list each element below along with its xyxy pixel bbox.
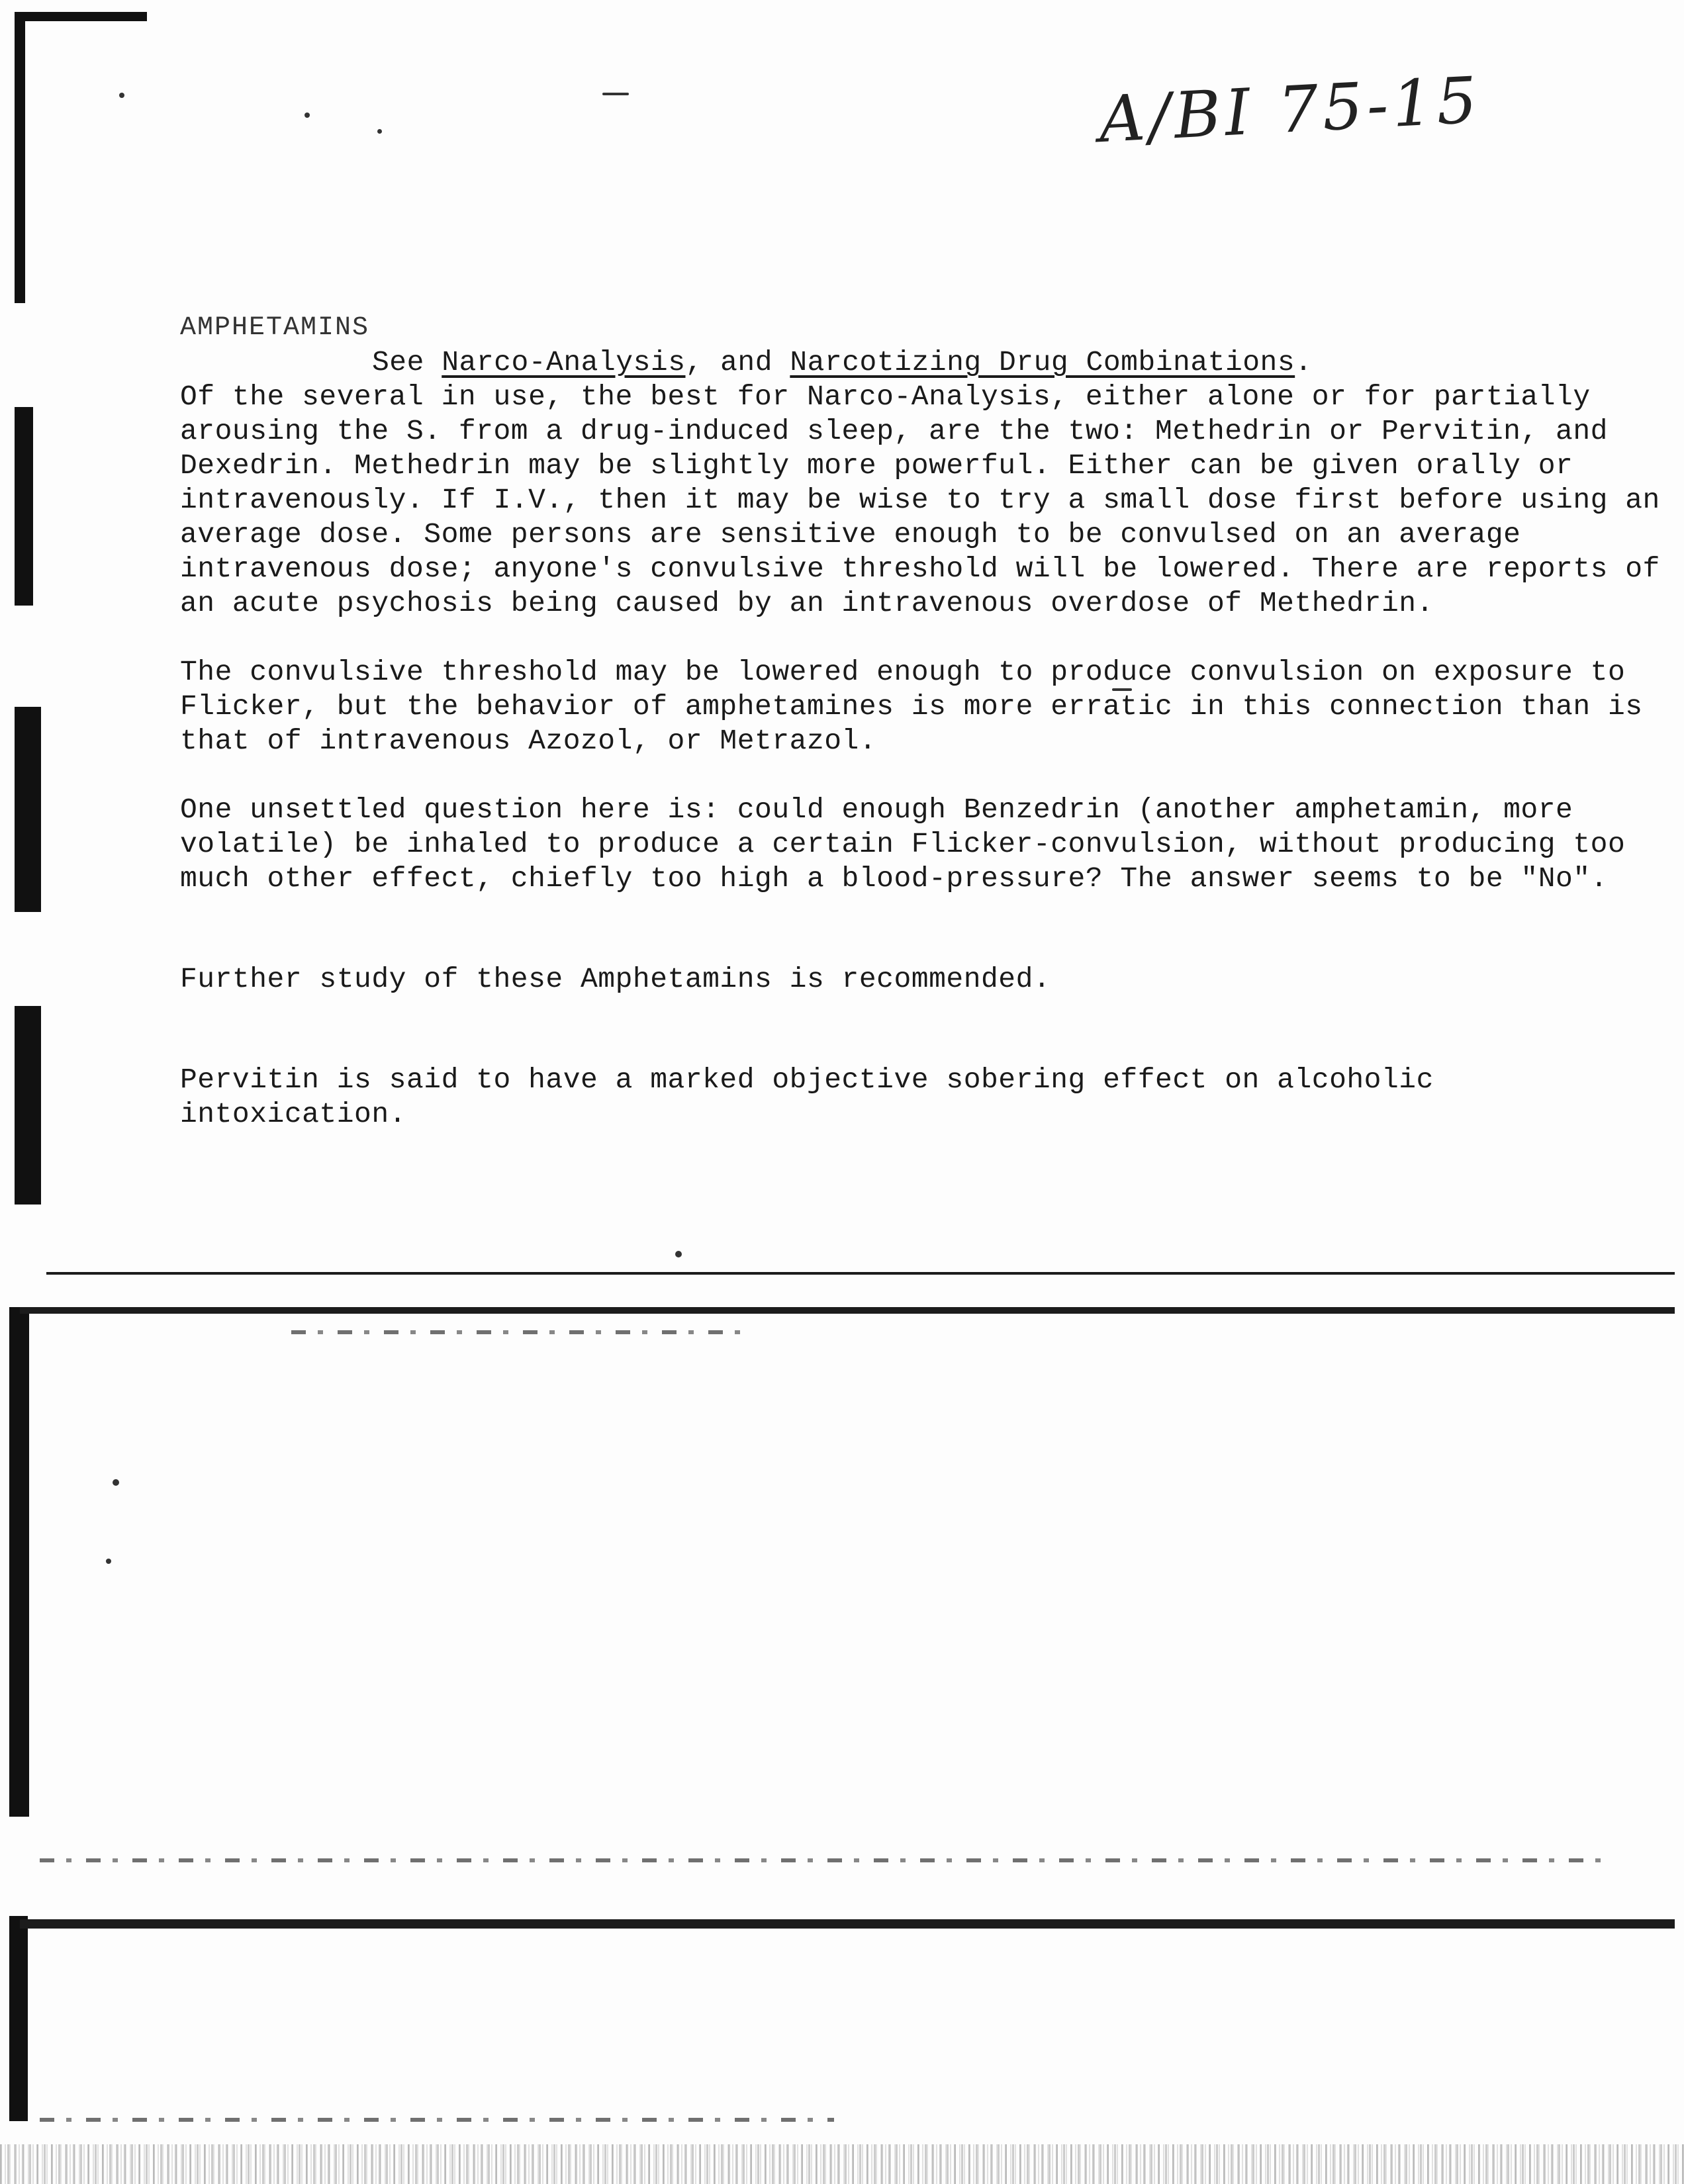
see-joiner: , and bbox=[685, 346, 773, 379]
binding-mark bbox=[9, 1307, 29, 1817]
speck bbox=[377, 129, 382, 134]
scan-line bbox=[20, 1307, 1675, 1314]
cross-reference-line bbox=[372, 345, 1663, 380]
cross-reference-link[interactable]: Narco-Analysis bbox=[442, 346, 686, 379]
paragraph: Pervitin is said to have a marked objective sobering effect on alcoholic intoxication. bbox=[180, 1064, 1434, 1130]
scan-artifact bbox=[291, 1330, 755, 1334]
paragraph: The convulsive threshold may be lowered enough to produce convulsion on exposure to Flicker, but the behavior of amphetamines is more erratic in this connection than is that of intravenous Azozol, or Metrazol. bbox=[180, 656, 1643, 757]
scan-artifact bbox=[40, 2118, 834, 2122]
see-suffix: . bbox=[1295, 346, 1313, 379]
section-heading: AMPHETAMINS bbox=[180, 313, 370, 343]
binding-mark bbox=[15, 707, 41, 912]
speck bbox=[113, 1479, 119, 1486]
paragraph: Further study of these Amphetamins is recommended. bbox=[180, 963, 1051, 995]
speck bbox=[675, 1251, 682, 1257]
binding-mark bbox=[15, 1006, 41, 1205]
scan-noise bbox=[0, 2144, 1684, 2184]
speck bbox=[106, 1559, 111, 1564]
binding-mark bbox=[15, 12, 147, 21]
paragraph: Of the several in use, the best for Narco-Analysis, either alone or for partially arousing the S. from a drug-induced sleep, are the two: Methedrin or Pervitin, and Dexedrin. Methedrin may be slightly more powerful. Either can be given orally or intravenously. If I.V., then it may be wise to try a small dose first before using an average dose. Some persons are sensitive enough to be convulsed on an average intravenous dose; anyone's convulsive threshold will be lowered. There are reports of an acute psychosis being caused by an intravenous overdose of Methedrin. bbox=[180, 381, 1660, 619]
scan-line bbox=[46, 1272, 1675, 1275]
document-body bbox=[180, 311, 1663, 1132]
handwritten-annotation: A/BI 75-15 bbox=[1097, 62, 1483, 158]
cross-reference-link[interactable]: Narcotizing Drug Combinations bbox=[790, 346, 1295, 379]
speck bbox=[119, 93, 124, 98]
speck bbox=[602, 93, 629, 95]
binding-mark bbox=[15, 12, 25, 303]
scan-line bbox=[20, 1919, 1675, 1929]
speck bbox=[304, 113, 310, 118]
binding-mark bbox=[15, 407, 33, 606]
paragraph: One unsettled question here is: could enough Benzedrin (another amphetamin, more volatile) be inhaled to produce a certain Flicker-convulsion, without producing too much other effect, chiefly too high a blood-pressure? The answer seems to be "No". bbox=[180, 794, 1626, 895]
see-prefix: See bbox=[372, 346, 424, 379]
scan-artifact bbox=[40, 1858, 1615, 1862]
binding-mark bbox=[9, 1916, 28, 2121]
